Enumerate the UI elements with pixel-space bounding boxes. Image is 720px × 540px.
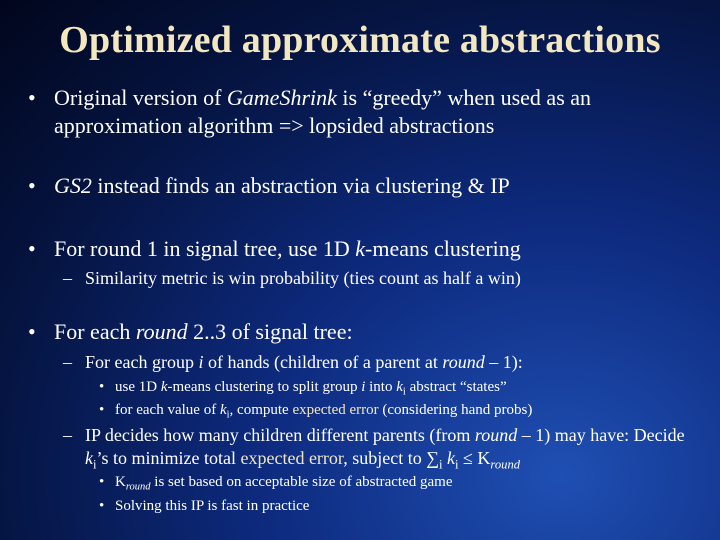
sub-sub-bullet-kround [99, 473, 699, 492]
slide-title: Optimized approximate abstractions [59, 19, 661, 61]
sub-sub-bullet-expected-error [99, 401, 699, 420]
bullet-marker: • [28, 319, 36, 344]
sub-bullet-similarity-metric [63, 267, 703, 290]
dash-marker: – [63, 268, 72, 288]
bullet-text: For round 1 in signal tree, use 1D k-means clustering [54, 236, 521, 261]
sub-bullet-text: Similarity metric is win probability (ties count as half a win) [85, 268, 521, 288]
sub-sub-bullet-kmeans-split [99, 378, 699, 397]
bullet-round-1 [28, 235, 698, 263]
bullet-each-round [28, 318, 698, 346]
sub-sub-bullet-ip-fast [99, 497, 699, 516]
sub-sub-bullet-text: use 1D k-means clustering to split group i into $k_i$ abstract “states” [115, 379, 507, 398]
dash-marker: – [63, 352, 72, 372]
sub-sub-bullet-text: for each value of $k_i$, compute expected error (considering hand probs) [115, 402, 533, 421]
bullet-marker: • [99, 379, 105, 395]
bullet-text: Original version of GameShrink is “greedy” when used as an approximation algorithm => lopsided abstractions [54, 85, 592, 138]
sub-sub-bullet-text: Solving this IP is fast in practice [115, 498, 310, 514]
sub-bullet-text: For each group i of hands (children of a parent at round – 1): [85, 352, 523, 372]
sub-sub-bullet-text: $K_{round}$ is set based on acceptable size of abstracted game [115, 474, 453, 493]
bullet-marker: • [99, 498, 105, 514]
bullet-marker: • [99, 402, 105, 418]
bullet-text: GS2 instead finds an abstraction via clustering & IP [54, 173, 510, 198]
sub-bullet-each-group [63, 351, 703, 374]
bullet-text: For each round 2..3 of signal tree: [54, 319, 353, 344]
bullet-original-gameshrink [28, 84, 698, 140]
dash-marker: – [63, 425, 72, 445]
sub-bullet-text: IP decides how many children different parents (from round – 1) may have: Decide $k_i’s$ to minimize total expected error, subject to $\sum_i$ $k_i \le K_{round}$ [85, 425, 685, 472]
bullet-marker: • [28, 85, 36, 110]
bullet-marker: • [28, 236, 36, 261]
bullet-marker: • [99, 474, 105, 490]
sub-bullet-ip-decides [63, 424, 703, 470]
bullet-gs2 [28, 172, 698, 200]
bullet-marker: • [28, 173, 36, 198]
